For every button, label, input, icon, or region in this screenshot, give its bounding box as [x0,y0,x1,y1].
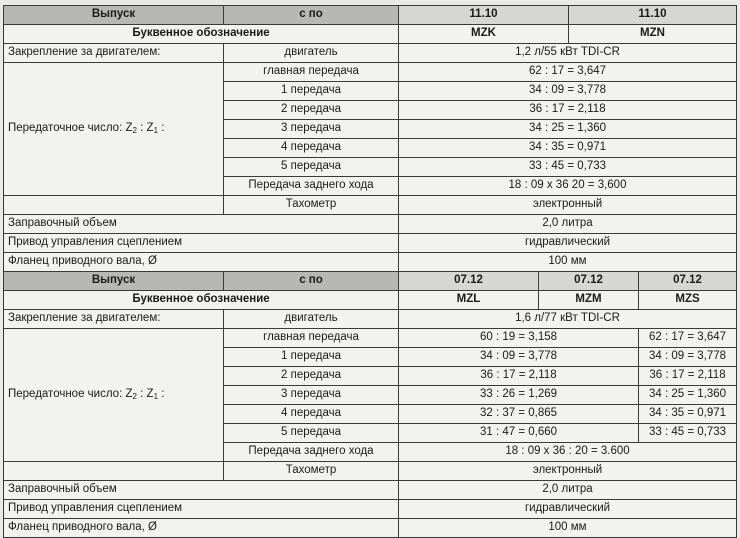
ratio-label: 1 передача [224,82,399,101]
code-row [4,291,737,310]
release-date-3: 07.12 [639,272,737,291]
ratio-label: главная передача [224,63,399,82]
ratio-label: 2 передача [224,367,399,386]
code-3: MZS [639,291,737,310]
ratio-row [4,63,737,82]
ratio-value-a: 60 : 19 = 3,158 [399,329,639,348]
fill-label: Заправочный объем [4,481,399,500]
ratio-label: 4 передача [224,405,399,424]
gear-ratio-label: Передаточное число: $Z_2$ : $Z_1$ : [4,63,224,196]
clutch-label: Привод управления сцеплением [4,234,399,253]
clutch-row [4,500,737,519]
gear-ratio-label: Передаточное число: $Z_2$ : $Z_1$ : [4,329,224,462]
tacho-row [4,196,737,215]
fill-row [4,481,737,500]
ratio-value-a: 33 : 26 = 1,269 [399,386,639,405]
spec-table-1 [3,5,737,272]
ratio-label: 3 передача [224,386,399,405]
fill-value: 2,0 литра [399,481,737,500]
code-1: MZL [399,291,539,310]
header-row [4,6,737,25]
reverse-label: Передача заднего хода [224,443,399,462]
clutch-value: гидравлический [399,234,737,253]
engine-sub-label: двигатель [224,310,399,329]
ratio-value-a: 31 : 47 = 0,660 [399,424,639,443]
fill-row [4,215,737,234]
spec-table-2 [3,271,737,538]
engine-row [4,310,737,329]
flange-value: 100 мм [399,253,737,272]
engine-mount-label: Закрепление за двигателем: [4,44,224,63]
header-row [4,272,737,291]
tacho-label: Тахометр [224,462,399,481]
empty-cell [4,462,224,481]
ratio-label: 1 передача [224,348,399,367]
ratio-value: 33 : 45 = 0,733 [399,158,737,177]
ratio-label: 3 передача [224,120,399,139]
ratio-label: 4 передача [224,139,399,158]
tacho-value: электронный [399,462,737,481]
tacho-label: Тахометр [224,196,399,215]
release-date-1: 11.10 [399,6,569,25]
ratio-row [4,329,737,348]
code-label: Буквенное обозначение [4,291,399,310]
ratio-label: Передача заднего хода [224,177,399,196]
ratio-value-b: 34 : 35 = 0,971 [639,405,737,424]
ratio-value: 34 : 35 = 0,971 [399,139,737,158]
flange-label: Фланец приводного вала, Ø [4,253,399,272]
engine-mount-label: Закрепление за двигателем: [4,310,224,329]
ratio-value-b: 34 : 09 = 3,778 [639,348,737,367]
fill-label: Заправочный объем [4,215,399,234]
ratio-value-a: 32 : 37 = 0,865 [399,405,639,424]
ratio-value-a: 34 : 09 = 3,778 [399,348,639,367]
col-period-header: с по [224,272,399,291]
col-release-header: Выпуск [4,6,224,25]
ratio-value: 18 : 09 x 36 20 = 3,600 [399,177,737,196]
code-row [4,25,737,44]
ratio-value-b: 33 : 45 = 0,733 [639,424,737,443]
engine-value: 1,6 л/77 кВт TDI-CR [399,310,737,329]
ratio-value: 34 : 25 = 1,360 [399,120,737,139]
col-period-header: с по [224,6,399,25]
tacho-row [4,462,737,481]
flange-row [4,519,737,538]
clutch-label: Привод управления сцеплением [4,500,399,519]
ratio-value: 62 : 17 = 3,647 [399,63,737,82]
empty-cell [4,196,224,215]
ratio-value: 34 : 09 = 3,778 [399,82,737,101]
flange-label: Фланец приводного вала, Ø [4,519,399,538]
tacho-value: электронный [399,196,737,215]
ratio-value-a: 36 : 17 = 2,118 [399,367,639,386]
ratio-value-b: 62 : 17 = 3,647 [639,329,737,348]
engine-row [4,44,737,63]
release-date-1: 07.12 [399,272,539,291]
engine-value: 1,2 л/55 кВт TDI-CR [399,44,737,63]
ratio-label: 5 передача [224,424,399,443]
ratio-value: 36 : 17 = 2,118 [399,101,737,120]
code-1: MZK [399,25,569,44]
ratio-label: 2 передача [224,101,399,120]
flange-row [4,253,737,272]
code-2: MZM [539,291,639,310]
reverse-value: 18 : 09 x 36 : 20 = 3.600 [399,443,737,462]
clutch-value: гидравлический [399,500,737,519]
release-date-2: 11.10 [569,6,737,25]
col-release-header: Выпуск [4,272,224,291]
ratio-value-b: 34 : 25 = 1,360 [639,386,737,405]
ratio-value-b: 36 : 17 = 2,118 [639,367,737,386]
code-label: Буквенное обозначение [4,25,399,44]
fill-value: 2,0 литра [399,215,737,234]
engine-sub-label: двигатель [224,44,399,63]
code-2: MZN [569,25,737,44]
clutch-row [4,234,737,253]
ratio-label: 5 передача [224,158,399,177]
ratio-label: главная передача [224,329,399,348]
flange-value: 100 мм [399,519,737,538]
release-date-2: 07.12 [539,272,639,291]
